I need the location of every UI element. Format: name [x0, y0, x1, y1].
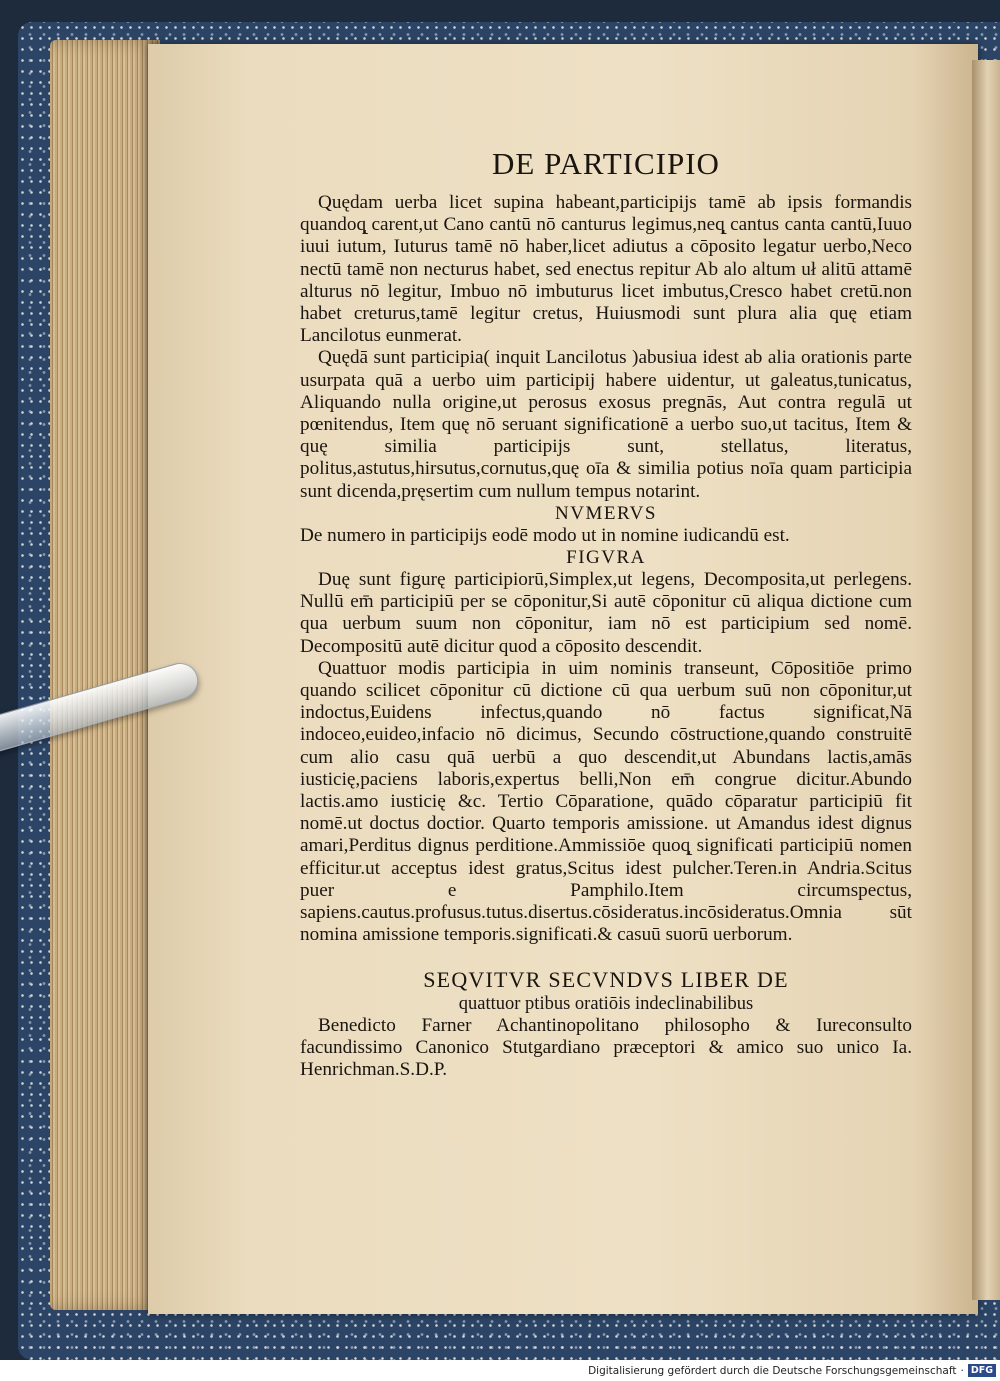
section-heading-figura: FIGVRA: [566, 547, 646, 569]
page-text: [300, 140, 912, 1081]
paragraph: Quędam uerba licet supina habeant,participijs tamē ab ipsis formandis quandoq̨ carent,ut Cano cantū nō canturus legimus,neq̨ cantus canta cantū,Iuuo iuui iutum, Iuturus tamē nō haber,licet adiutus a cōposito legatur uerbo,Neco nectū tamē non necturus habet, sed enectus repitur Ab alo altum uł alitū attamē alturus nō legitur, Imbuo nō imbuturus licet imbutus,Cresco habet cretū.non habet creturus,tamē legitur cretus, Huiusmodi sunt plura alia quę etiam Lancilotus eunmerat.: [300, 192, 912, 347]
paragraph: Duę sunt figurę participiorū,Simplex,ut legens, Decomposita,ut perlegens. Nullū em̄ participiū per se cōponitur,Si autē cōponitur cū aliqua dictione cum qua uerbum suum non cōponitur, iam nō est participium sed nomē. Decompositū autē dicitur quod a cōposito descendit.: [300, 569, 912, 657]
section-heading-numerus: NVMERVS: [555, 502, 657, 524]
paragraph: Quędā sunt participia( inquit Lancilotus )abusiua idest ab alia orationis parte usurpata quā a uerbo uim participij habere uidentur, ut galeatus,tunicatus, Aliquando nulla origine,ut perosus exosus pregnās, Aut contra regulā ut pœnitendus, Item quę nō seruant significationē a uerbo suo,ut tacitus, Item & quę similia participijs sunt, stellatus, literatus, politus,astutus,hirsutus,cornutus,quę oīa & similia potius noīa quam participia sunt dicenda,pręsertim cum nullum tempus notarint.: [300, 347, 912, 502]
dfg-logo: DFG: [968, 1364, 996, 1377]
footer-separator: ·: [960, 1364, 964, 1377]
footer-credit-text: Digitalisierung gefördert durch die Deutsche Forschungsgemeinschaft: [588, 1364, 957, 1377]
facing-page-edge: [972, 60, 1000, 1300]
section-subheading: quattuor ptibus oratiōis indeclinabilibus: [458, 993, 754, 1014]
paragraph: Quattuor modis participia in uim nominis transeunt, Cōpositiōe primo quando scilicet cōponitur cū dictione cū qua uerbum suū non cōponitur,ut indoctus,Euidens infectus,quando nō factus significat,Nā indoceo,euideo,infacio nō dicimus, Secundo cōstructione,quando construitē cum alio casu quā uerbū a quo descendit,ut Abundans lactis,amās iusticię,paciens laboris,expertus belli,Non em̄ congrue dicitur.Abundo lactis.amo iusticię &c. Tertio Cōparatione, quādo cōparatur participiū fit nomē.ut doctus doctior. Quarto temporis amissione. ut Amandus idest dignus amari,Perditus dignus perditione.Ammissiōe quoq̨ significati participiū nomen efficitur.ut acceptus idest gratus,Scitus idest pulcher.Teren.in Andria.Scitus puer e Pamphilo.Item circumspectus, sapiens.cautus.profusus.tutus.disertus.cōsideratus.incōsideratus.Omnia sūt nomina amissione temporis.significati.& casuū suorū uerborum.: [300, 657, 912, 946]
dedication-paragraph: Benedicto Farner Achantinopolitano philosopho & Iureconsulto facundissimo Canonico Stutgardiano præceptori & amico suo unico Ia. Henrichman.S.D.P.: [300, 1014, 912, 1080]
footer-bar: [0, 1360, 1000, 1381]
page-title: DE PARTICIPIO: [492, 146, 720, 181]
section-heading-sequitur: SEQVITVR SECVNDVS LIBER DE: [423, 966, 789, 992]
paragraph: De numero in participijs eodē modo ut in nomine iudicandū est.: [300, 524, 790, 546]
